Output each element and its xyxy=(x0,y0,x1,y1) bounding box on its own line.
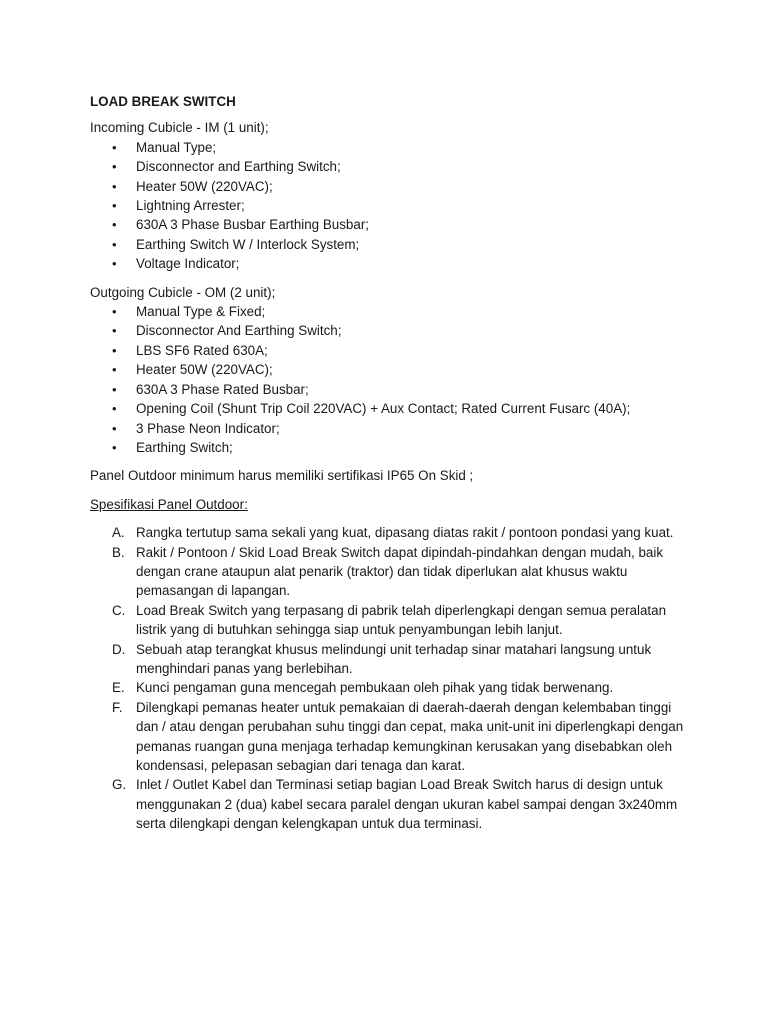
incoming-heading: Incoming Cubicle - IM (1 unit); xyxy=(90,120,269,136)
bullet-icon: • xyxy=(112,342,117,358)
list-item: • 3 Phase Neon Indicator; xyxy=(90,419,690,438)
bullet-icon: • xyxy=(112,159,117,175)
bullet-icon: • xyxy=(112,236,117,252)
list-item: • Disconnector and Earthing Switch; xyxy=(90,157,690,176)
list-item: • Voltage Indicator; xyxy=(90,254,690,273)
bullet-icon: • xyxy=(112,401,117,417)
list-item: • 630A 3 Phase Rated Busbar; xyxy=(90,380,690,399)
bullet-icon: • xyxy=(112,420,117,436)
spec-heading: Spesifikasi Panel Outdoor: xyxy=(90,496,248,512)
bullet-icon: • xyxy=(112,323,117,339)
list-item: F. Dilengkapi pemanas heater untuk pemakaian di daerah-daerah dengan kelembaban tinggi dan / atau dengan perubahan suhu tinggi dan cepat, maka unit-unit ini diperlengkapi dengan pemanas ruangan guna menjaga terhadap kemungkinan kerusakan yang disebabkan oleh kondensasi, pelepasan sebagian dari tenaga dan karat. xyxy=(112,699,684,773)
list-item: • Earthing Switch W / Interlock System; xyxy=(90,235,690,254)
outgoing-list xyxy=(90,302,690,457)
outgoing-heading: Outgoing Cubicle - OM (2 unit); xyxy=(90,284,276,300)
list-item: • LBS SF6 Rated 630A; xyxy=(90,341,690,360)
bullet-icon: • xyxy=(112,256,117,272)
list-item: • Heater 50W (220VAC); xyxy=(90,360,690,379)
list-item: C. Load Break Switch yang terpasang di pabrik telah diperlengkapi dengan semua peralatan listrik yang di butuhkan sehingga siap untuk penyambungan lebih lanjut. xyxy=(112,602,667,638)
list-item: • Heater 50W (220VAC); xyxy=(90,177,690,196)
bullet-icon: • xyxy=(112,139,117,155)
list-item: • Manual Type; xyxy=(90,138,690,157)
spec-list xyxy=(90,523,690,834)
list-item: A. Rangka tertutup sama sekali yang kuat, dipasang diatas rakit / pontoon pondasi yang kuat. xyxy=(112,525,674,541)
document-body xyxy=(90,92,690,834)
list-item: D. Sebuah atap terangkat khusus melindungi unit terhadap sinar matahari langsung untuk menghindari panas yang berlebihan. xyxy=(112,641,652,676)
list-item: • Manual Type & Fixed; xyxy=(90,302,690,321)
bullet-icon: • xyxy=(112,362,117,378)
list-item: G. Inlet / Outlet Kabel dan Terminasi setiap bagian Load Break Switch harus di design untuk menggunakan 2 (dua) kabel secara paralel dengan ukuran kabel sampai dengan 3x240mm serta dilengkapi dengan kelengkapan untuk dua terminasi. xyxy=(112,777,678,832)
bullet-icon: • xyxy=(112,381,117,397)
list-item: • Earthing Switch; xyxy=(90,438,690,457)
bullet-icon: • xyxy=(112,439,117,455)
list-item: • Disconnector And Earthing Switch; xyxy=(90,321,690,340)
incoming-list xyxy=(90,138,690,274)
list-item: • Opening Coil (Shunt Trip Coil 220VAC) + Aux Contact; Rated Current Fusarc (40A); xyxy=(90,399,690,418)
list-item: B. Rakit / Pontoon / Skid Load Break Switch dapat dipindah-pindahkan dengan mudah, baik dengan crane ataupun alat penarik (traktor) dan tidak diperlukan alat khusus waktu pemasangan di lapangan. xyxy=(112,544,664,599)
document-title: LOAD BREAK SWITCH xyxy=(90,94,236,109)
bullet-icon: • xyxy=(112,304,117,320)
bullet-icon: • xyxy=(112,217,117,233)
list-item: • Lightning Arrester; xyxy=(90,196,690,215)
list-item: • 630A 3 Phase Busbar Earthing Busbar; xyxy=(90,215,690,234)
list-item: E. Kunci pengaman guna mencegah pembukaan oleh pihak yang tidak berwenang. xyxy=(112,680,614,696)
panel-note: Panel Outdoor minimum harus memiliki sertifikasi IP65 On Skid ; xyxy=(90,468,474,484)
bullet-icon: • xyxy=(112,178,117,194)
bullet-icon: • xyxy=(112,198,117,214)
